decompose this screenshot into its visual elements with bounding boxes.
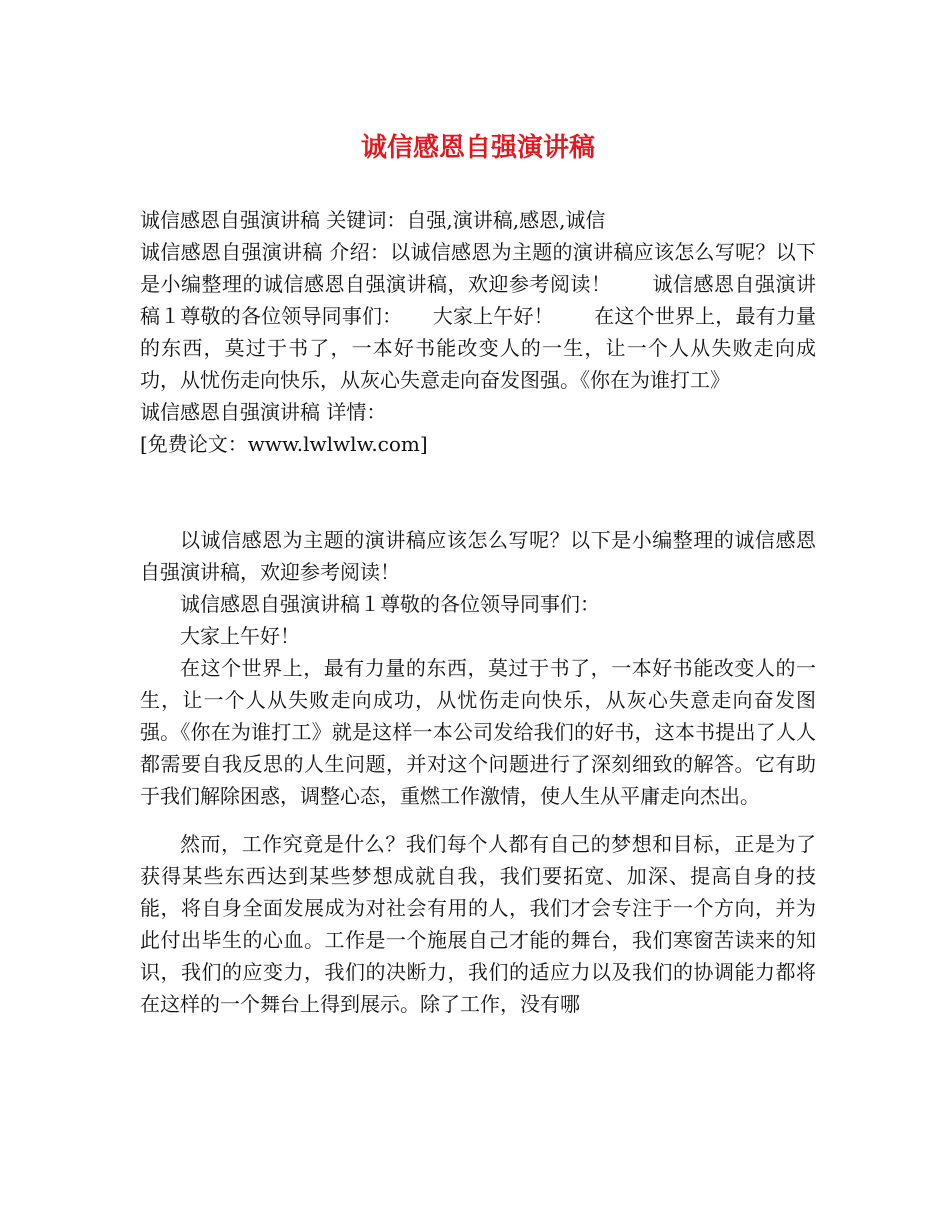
- intro-text: 诚信感恩自强演讲稿 介绍：以诚信感恩为主题的演讲稿应该怎么写呢？以下是小编整理的诚信感恩自强演讲稿，欢迎参考阅读！ 诚信感恩自强演讲稿１尊敬的各位领导同事们： 大家上午好！ 在这个世界上，最有力量的东西，莫过于书了，一本好书能改变人的一生，让一个人从失败走向成功，从忧伤走向快乐，从灰心失意走向奋发图强。《你在为谁打工》: [140, 240, 816, 392]
- body-paragraph: 诚信感恩自强演讲稿１尊敬的各位领导同事们：: [180, 592, 600, 616]
- body-paragraph: 在这个世界上，最有力量的东西，莫过于书了，一本好书能改变人的一生，让一个人从失败走向成功，从忧伤走向快乐，从灰心失意走向奋发图强。《你在为谁打工》就是这样一本公司发给我们的好书，这本书提出了人人都需要自我反思的人生问题，并对这个问题进行了深刻细致的解答。它有助于我们解除困惑，调整心态，重燃工作激情，使人生从平庸走向杰出。: [140, 656, 816, 808]
- body-paragraph: 大家上午好！: [180, 624, 300, 648]
- document-body: [140, 524, 816, 1020]
- details-label: 诚信感恩自强演讲稿 详情：: [140, 400, 387, 424]
- document-summary: [140, 204, 816, 460]
- body-paragraph: 然而，工作究竟是什么？我们每个人都有自己的梦想和目标，正是为了获得某些东西达到某些梦想成就自我，我们要拓宽、加深、提高自身的技能，将自身全面发展成为对社会有用的人，我们才会专注于一个方向，并为此付出毕生的心血。工作是一个施展自己才能的舞台，我们寒窗苦读来的知识，我们的应变力，我们的决断力，我们的适应力以及我们的协调能力都将在这样的一个舞台上得到展示。除了工作，没有哪: [140, 832, 816, 1016]
- keywords-line: 诚信感恩自强演讲稿 关键词：自强,演讲稿,感恩,诚信: [140, 208, 606, 232]
- body-paragraph: 以诚信感恩为主题的演讲稿应该怎么写呢？以下是小编整理的诚信感恩自强演讲稿，欢迎参考阅读！: [140, 528, 816, 584]
- document-title: 诚信感恩自强演讲稿: [360, 133, 595, 163]
- source-line: [免费论文：www.lwlwlw.com]: [140, 432, 428, 456]
